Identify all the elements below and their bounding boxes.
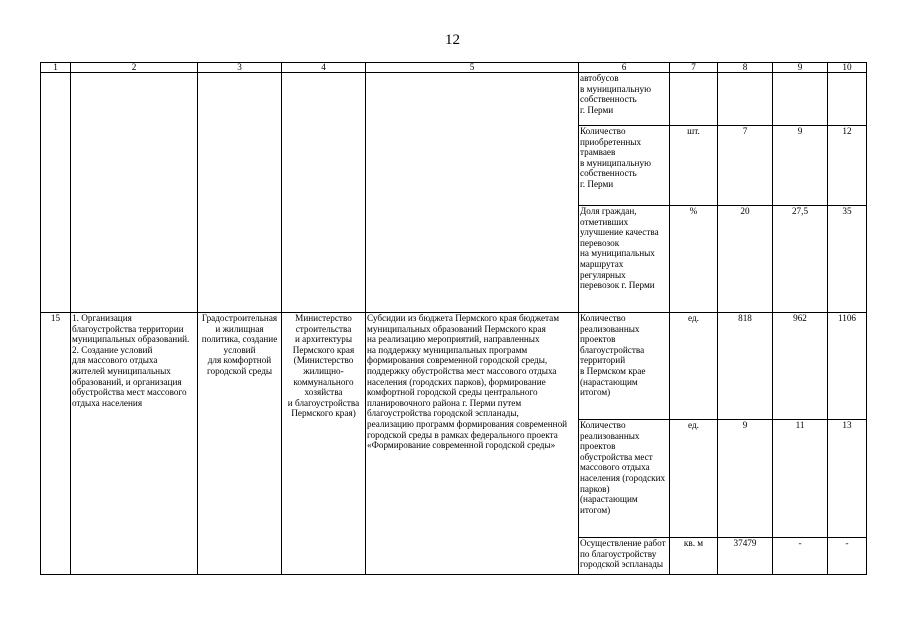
value-cell: 9 xyxy=(773,126,828,206)
indicator-cell: автобусов в муниципальную собственность г. Перми xyxy=(579,73,670,126)
indicator-cell: Количество реализованных проектов благоустройства территорий в Пермском крае (нарастающим итогом) xyxy=(579,313,670,420)
header-cell: 8 xyxy=(718,63,773,73)
value-cell: - xyxy=(773,538,828,575)
value-cell: 9 xyxy=(718,420,773,538)
header-cell: 3 xyxy=(198,63,282,73)
value-cell xyxy=(718,73,773,126)
value-cell: 11 xyxy=(773,420,828,538)
value-cell: 37479 xyxy=(718,538,773,575)
empty-cell xyxy=(41,73,71,313)
empty-cell xyxy=(282,73,366,313)
table-row xyxy=(41,73,867,126)
value-cell xyxy=(773,73,828,126)
header-cell: 9 xyxy=(773,63,828,73)
value-cell: 13 xyxy=(828,420,867,538)
header-cell: 6 xyxy=(579,63,670,73)
indicators-table xyxy=(40,62,867,575)
unit-cell: кв. м xyxy=(670,538,718,575)
unit-cell: шт. xyxy=(670,126,718,206)
value-cell xyxy=(828,73,867,126)
page-number: 12 xyxy=(445,32,460,48)
value-cell: 962 xyxy=(773,313,828,420)
empty-cell xyxy=(366,73,579,313)
value-cell: 35 xyxy=(828,206,867,313)
value-cell: 27,5 xyxy=(773,206,828,313)
value-cell: 20 xyxy=(718,206,773,313)
indicator-cell: Количество приобретенных трамваев в муниципальную собственность г. Перми xyxy=(579,126,670,206)
table-row xyxy=(41,313,867,420)
value-cell: - xyxy=(828,538,867,575)
unit-cell: % xyxy=(670,206,718,313)
header-cell: 2 xyxy=(71,63,198,73)
value-cell: 818 xyxy=(718,313,773,420)
unit-cell: ед. xyxy=(670,420,718,538)
value-cell: 12 xyxy=(828,126,867,206)
header-cell: 7 xyxy=(670,63,718,73)
empty-cell xyxy=(71,73,198,313)
administrator-cell: Министерство строительства и архитектуры Пермского края (Министерство жилищно- коммунального хозяйства и благоустройства Пермского края) xyxy=(282,313,366,575)
header-cell: 5 xyxy=(366,63,579,73)
indicator-cell: Осуществление работ по благоустройству городской эспланады xyxy=(579,538,670,575)
program-cell: Градостроительная и жилищная политика, создание условий для комфортной городской среды xyxy=(198,313,282,575)
goal-cell: 1. Организация благоустройства территории муниципальных образований. 2. Создание условий для массового отдыха жителей муниципальных образований, и организация обустройства мест массового отдыха населения xyxy=(71,313,198,575)
header-cell: 10 xyxy=(828,63,867,73)
unit-cell xyxy=(670,73,718,126)
item-number-cell: 15 xyxy=(41,313,71,575)
description-cell: Субсидии из бюджета Пермского края бюджетам муниципальных образований Пермского края на реализацию мероприятий, направленных на поддержку муниципальных программ формирования современной городской среды, поддержку обустройства мест массового отдыха населения (городских парков), формирование комфортной городской среды центрального планировочного района г. Перми путем благоустройства городской эспланады, реализацию программ формирования современной городской среды в рамках федерального проекта «Формирование современной городской среды» xyxy=(366,313,579,575)
empty-cell xyxy=(198,73,282,313)
header-cell: 4 xyxy=(282,63,366,73)
unit-cell: ед. xyxy=(670,313,718,420)
indicator-cell: Количество реализованных проектов обустройства мест массового отдыха населения (городских парков) (нарастающим итогом) xyxy=(579,420,670,538)
header-cell: 1 xyxy=(41,63,71,73)
value-cell: 1106 xyxy=(828,313,867,420)
header-row xyxy=(41,63,867,73)
value-cell: 7 xyxy=(718,126,773,206)
indicator-cell: Доля граждан, отметивших улучшение качества перевозок на муниципальных маршрутах регулярных перевозок г. Перми xyxy=(579,206,670,313)
